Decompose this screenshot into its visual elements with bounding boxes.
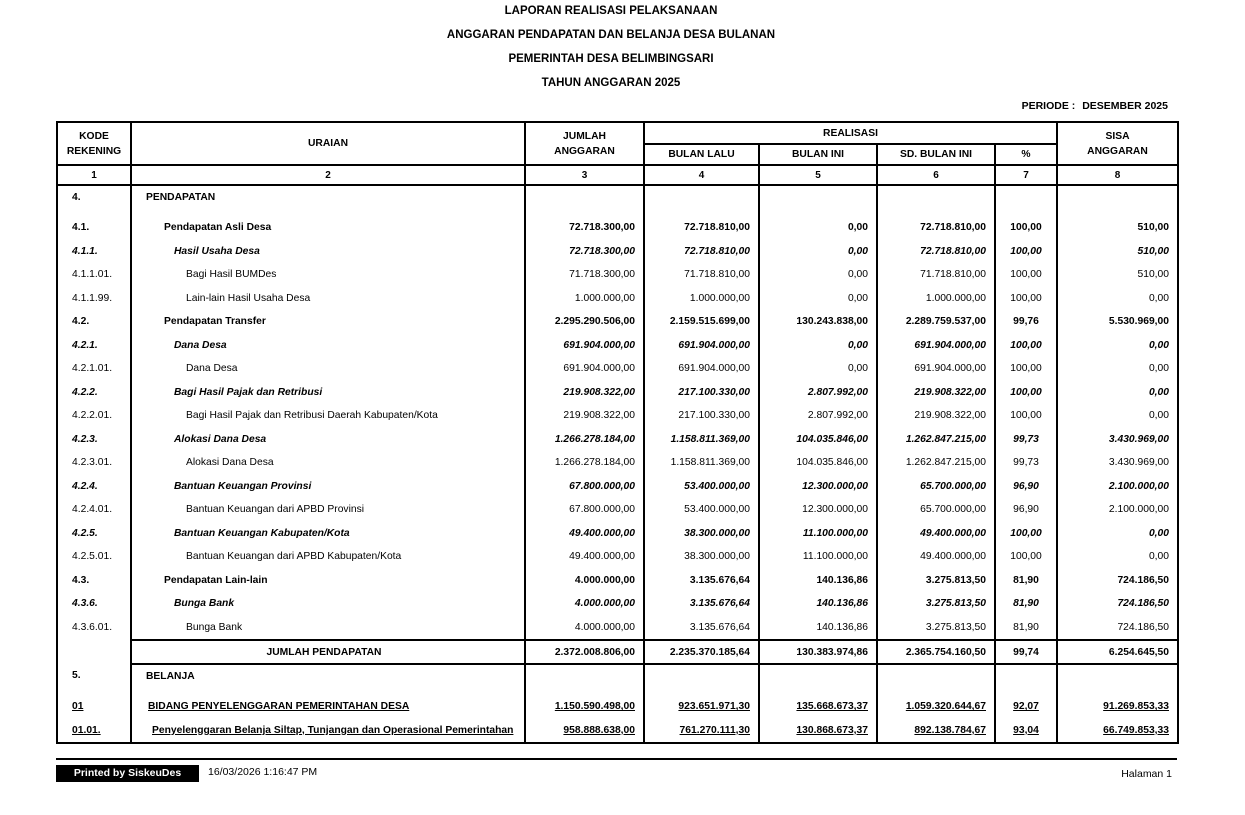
periode-label: PERIODE : — [1021, 100, 1076, 112]
row-persen — [995, 185, 1057, 216]
total-persen: 99,74 — [995, 640, 1057, 664]
row-jumlah-anggaran: 691.904.000,00 — [525, 334, 644, 358]
row-bulan-lalu: 72.718.810,00 — [644, 240, 759, 264]
row-uraian: Alokasi Dana Desa — [131, 451, 525, 475]
row-bulan-lalu: 2.159.515.699,00 — [644, 310, 759, 334]
header-sd-bulan-ini: SD. BULAN INI — [877, 144, 995, 165]
row-uraian: Bagi Hasil Pajak dan Retribusi Daerah Kabupaten/Kota — [131, 404, 525, 428]
table-row — [57, 263, 1178, 287]
row-uraian: Dana Desa — [131, 357, 525, 381]
row-sd-bulan-ini: 49.400.000,00 — [877, 545, 995, 569]
table-row — [57, 216, 1178, 240]
header-index: 1 — [57, 165, 131, 185]
printed-by-badge: Printed by SiskeuDes — [56, 765, 199, 782]
table-row — [57, 381, 1178, 405]
row-persen: 100,00 — [995, 522, 1057, 546]
row-jumlah-anggaran: 4.000.000,00 — [525, 569, 644, 593]
row-bulan-ini: 11.100.000,00 — [759, 545, 877, 569]
row-jumlah-anggaran: 1.150.590.498,00 — [525, 695, 644, 719]
table-row — [57, 592, 1178, 616]
row-persen — [995, 664, 1057, 695]
row-jumlah-anggaran: 219.908.322,00 — [525, 404, 644, 428]
row-persen: 92,07 — [995, 695, 1057, 719]
report-table — [56, 121, 1179, 744]
row-jumlah-anggaran: 958.888.638,00 — [525, 719, 644, 744]
row-sd-bulan-ini: 892.138.784,67 — [877, 719, 995, 744]
table-row — [57, 357, 1178, 381]
row-bulan-lalu: 3.135.676,64 — [644, 592, 759, 616]
row-kode: 4. — [57, 185, 131, 216]
row-bulan-lalu: 38.300.000,00 — [644, 522, 759, 546]
table-row — [57, 334, 1178, 358]
row-bulan-lalu: 1.158.811.369,00 — [644, 428, 759, 452]
row-sd-bulan-ini: 3.275.813,50 — [877, 616, 995, 641]
row-persen: 81,90 — [995, 616, 1057, 641]
row-sisa-anggaran — [1057, 185, 1178, 216]
row-persen: 81,90 — [995, 592, 1057, 616]
header-index: 3 — [525, 165, 644, 185]
row-kode: 4.3.6. — [57, 592, 131, 616]
row-jumlah-anggaran: 49.400.000,00 — [525, 522, 644, 546]
row-jumlah-anggaran — [525, 664, 644, 695]
periode-value: DESEMBER 2025 — [1082, 100, 1168, 112]
row-kode: 4.1.1.99. — [57, 287, 131, 311]
row-persen: 100,00 — [995, 216, 1057, 240]
row-bulan-ini: 140.136,86 — [759, 569, 877, 593]
row-persen: 99,76 — [995, 310, 1057, 334]
header-realisasi: REALISASI — [644, 122, 1057, 144]
row-sd-bulan-ini: 71.718.810,00 — [877, 263, 995, 287]
total-row — [57, 640, 1178, 664]
row-jumlah-anggaran: 67.800.000,00 — [525, 475, 644, 499]
row-bulan-ini: 12.300.000,00 — [759, 498, 877, 522]
row-kode: 4.2.3. — [57, 428, 131, 452]
row-sisa-anggaran: 0,00 — [1057, 287, 1178, 311]
row-uraian: PENDAPATAN — [131, 185, 525, 216]
row-bulan-lalu: 691.904.000,00 — [644, 357, 759, 381]
table-row — [57, 695, 1178, 719]
row-persen: 100,00 — [995, 404, 1057, 428]
row-uraian: Pendapatan Transfer — [131, 310, 525, 334]
header-index: 7 — [995, 165, 1057, 185]
table-row — [57, 498, 1178, 522]
row-jumlah-anggaran: 67.800.000,00 — [525, 498, 644, 522]
row-sd-bulan-ini: 1.059.320.644,67 — [877, 695, 995, 719]
row-uraian: BIDANG PENYELENGGARAN PEMERINTAHAN DESA — [131, 695, 525, 719]
report-title-3: PEMERINTAH DESA BELIMBINGSARI — [508, 53, 714, 65]
row-jumlah-anggaran: 691.904.000,00 — [525, 357, 644, 381]
row-bulan-ini: 130.243.838,00 — [759, 310, 877, 334]
row-bulan-lalu — [644, 185, 759, 216]
row-sd-bulan-ini: 219.908.322,00 — [877, 381, 995, 405]
total-kode — [57, 640, 131, 664]
row-bulan-ini: 135.668.673,37 — [759, 695, 877, 719]
report-title-1: LAPORAN REALISASI PELAKSANAAN — [504, 5, 718, 17]
row-jumlah-anggaran: 1.266.278.184,00 — [525, 428, 644, 452]
row-bulan-lalu: 761.270.111,30 — [644, 719, 759, 744]
row-uraian: Lain-lain Hasil Usaha Desa — [131, 287, 525, 311]
row-sisa-anggaran: 66.749.853,33 — [1057, 719, 1178, 744]
row-jumlah-anggaran: 71.718.300,00 — [525, 263, 644, 287]
header-index: 5 — [759, 165, 877, 185]
row-kode: 4.3.6.01. — [57, 616, 131, 641]
row-bulan-ini: 140.136,86 — [759, 616, 877, 641]
header-kode: KODE REKENING — [57, 122, 131, 165]
row-sd-bulan-ini — [877, 664, 995, 695]
row-uraian: Alokasi Dana Desa — [131, 428, 525, 452]
row-sd-bulan-ini: 691.904.000,00 — [877, 357, 995, 381]
total-bulan-lalu: 2.235.370.185,64 — [644, 640, 759, 664]
total-sd-bulan-ini: 2.365.754.160,50 — [877, 640, 995, 664]
header-bulan-ini: BULAN INI — [759, 144, 877, 165]
row-sisa-anggaran: 0,00 — [1057, 545, 1178, 569]
row-uraian: Pendapatan Asli Desa — [131, 216, 525, 240]
row-bulan-lalu: 53.400.000,00 — [644, 498, 759, 522]
row-kode: 4.2. — [57, 310, 131, 334]
row-bulan-lalu: 53.400.000,00 — [644, 475, 759, 499]
row-bulan-lalu: 71.718.810,00 — [644, 263, 759, 287]
row-sisa-anggaran: 0,00 — [1057, 357, 1178, 381]
row-persen: 81,90 — [995, 569, 1057, 593]
row-persen: 100,00 — [995, 381, 1057, 405]
row-jumlah-anggaran: 72.718.300,00 — [525, 240, 644, 264]
total-sisa: 6.254.645,50 — [1057, 640, 1178, 664]
row-uraian: Dana Desa — [131, 334, 525, 358]
row-sd-bulan-ini: 3.275.813,50 — [877, 592, 995, 616]
row-persen: 93,04 — [995, 719, 1057, 744]
row-kode: 4.2.1. — [57, 334, 131, 358]
row-persen: 96,90 — [995, 475, 1057, 499]
row-bulan-ini — [759, 185, 877, 216]
row-kode: 4.2.1.01. — [57, 357, 131, 381]
row-bulan-lalu: 3.135.676,64 — [644, 616, 759, 641]
header-persen: % — [995, 144, 1057, 165]
row-sisa-anggaran: 510,00 — [1057, 240, 1178, 264]
row-bulan-ini — [759, 664, 877, 695]
row-uraian: Bunga Bank — [131, 592, 525, 616]
row-bulan-lalu: 691.904.000,00 — [644, 334, 759, 358]
row-bulan-lalu: 217.100.330,00 — [644, 381, 759, 405]
row-sisa-anggaran: 0,00 — [1057, 381, 1178, 405]
row-persen: 99,73 — [995, 428, 1057, 452]
row-bulan-ini: 104.035.846,00 — [759, 451, 877, 475]
row-bulan-ini: 104.035.846,00 — [759, 428, 877, 452]
row-sisa-anggaran: 3.430.969,00 — [1057, 451, 1178, 475]
table-row — [57, 616, 1178, 641]
row-sisa-anggaran: 5.530.969,00 — [1057, 310, 1178, 334]
row-kode: 4.2.5. — [57, 522, 131, 546]
table-row — [57, 569, 1178, 593]
row-uraian: Penyelenggaran Belanja Siltap, Tunjangan dan Operasional Pemerintahan — [131, 719, 525, 744]
row-bulan-lalu: 1.158.811.369,00 — [644, 451, 759, 475]
report-title-2: ANGGARAN PENDAPATAN DAN BELANJA DESA BULANAN — [446, 29, 776, 41]
row-sisa-anggaran: 724.186,50 — [1057, 592, 1178, 616]
table-row — [57, 545, 1178, 569]
row-kode: 4.3. — [57, 569, 131, 593]
row-sisa-anggaran: 0,00 — [1057, 334, 1178, 358]
row-sd-bulan-ini: 72.718.810,00 — [877, 240, 995, 264]
row-uraian: Bagi Hasil Pajak dan Retribusi — [131, 381, 525, 405]
row-bulan-lalu: 217.100.330,00 — [644, 404, 759, 428]
row-persen: 99,73 — [995, 451, 1057, 475]
row-sisa-anggaran: 3.430.969,00 — [1057, 428, 1178, 452]
row-sd-bulan-ini: 1.262.847.215,00 — [877, 428, 995, 452]
row-bulan-ini: 130.868.673,37 — [759, 719, 877, 744]
table-row — [57, 475, 1178, 499]
row-sisa-anggaran — [1057, 664, 1178, 695]
report-title-4: TAHUN ANGGARAN 2025 — [541, 77, 681, 89]
total-label: JUMLAH PENDAPATAN — [131, 640, 525, 664]
row-kode: 01 — [57, 695, 131, 719]
header-index: 2 — [131, 165, 525, 185]
row-bulan-lalu: 38.300.000,00 — [644, 545, 759, 569]
row-kode: 4.2.5.01. — [57, 545, 131, 569]
row-bulan-ini: 0,00 — [759, 334, 877, 358]
table-row — [57, 240, 1178, 264]
header-sisa-anggaran: SISA ANGGARAN — [1057, 122, 1178, 165]
row-jumlah-anggaran: 49.400.000,00 — [525, 545, 644, 569]
table-row — [57, 428, 1178, 452]
row-sisa-anggaran: 2.100.000,00 — [1057, 475, 1178, 499]
table-row — [57, 287, 1178, 311]
row-sisa-anggaran: 724.186,50 — [1057, 616, 1178, 641]
row-bulan-lalu: 3.135.676,64 — [644, 569, 759, 593]
table-row — [57, 522, 1178, 546]
row-jumlah-anggaran: 4.000.000,00 — [525, 616, 644, 641]
row-sd-bulan-ini: 65.700.000,00 — [877, 475, 995, 499]
row-sd-bulan-ini — [877, 185, 995, 216]
page-number: Halaman 1 — [1121, 768, 1172, 780]
row-jumlah-anggaran: 219.908.322,00 — [525, 381, 644, 405]
row-persen: 100,00 — [995, 545, 1057, 569]
row-jumlah-anggaran: 72.718.300,00 — [525, 216, 644, 240]
table-row — [57, 451, 1178, 475]
row-sisa-anggaran: 0,00 — [1057, 522, 1178, 546]
row-bulan-ini: 140.136,86 — [759, 592, 877, 616]
row-kode: 4.2.2.01. — [57, 404, 131, 428]
row-bulan-ini: 0,00 — [759, 287, 877, 311]
row-kode: 4.2.4. — [57, 475, 131, 499]
periode — [1018, 100, 1168, 112]
row-bulan-lalu — [644, 664, 759, 695]
row-persen: 100,00 — [995, 287, 1057, 311]
row-bulan-lalu: 72.718.810,00 — [644, 216, 759, 240]
row-uraian: Bantuan Keuangan dari APBD Kabupaten/Kota — [131, 545, 525, 569]
row-kode: 4.1.1.01. — [57, 263, 131, 287]
row-sd-bulan-ini: 72.718.810,00 — [877, 216, 995, 240]
footer-divider — [56, 758, 1177, 760]
row-uraian: Bantuan Keuangan Provinsi — [131, 475, 525, 499]
row-uraian: Bantuan Keuangan Kabupaten/Kota — [131, 522, 525, 546]
row-bulan-lalu: 923.651.971,30 — [644, 695, 759, 719]
total-bulan-ini: 130.383.974,86 — [759, 640, 877, 664]
row-uraian: Bantuan Keuangan dari APBD Provinsi — [131, 498, 525, 522]
row-sisa-anggaran: 510,00 — [1057, 216, 1178, 240]
header-jumlah-anggaran: JUMLAH ANGGARAN — [525, 122, 644, 165]
row-sd-bulan-ini: 219.908.322,00 — [877, 404, 995, 428]
row-sd-bulan-ini: 1.000.000,00 — [877, 287, 995, 311]
row-bulan-ini: 2.807.992,00 — [759, 404, 877, 428]
table-row — [57, 185, 1178, 216]
header-uraian: URAIAN — [131, 122, 525, 165]
row-persen: 100,00 — [995, 357, 1057, 381]
row-bulan-ini: 2.807.992,00 — [759, 381, 877, 405]
row-bulan-ini: 0,00 — [759, 216, 877, 240]
row-kode: 4.1. — [57, 216, 131, 240]
header-bulan-lalu: BULAN LALU — [644, 144, 759, 165]
row-kode: 4.2.3.01. — [57, 451, 131, 475]
row-bulan-ini: 0,00 — [759, 263, 877, 287]
row-sd-bulan-ini: 65.700.000,00 — [877, 498, 995, 522]
row-sd-bulan-ini: 49.400.000,00 — [877, 522, 995, 546]
row-bulan-ini: 12.300.000,00 — [759, 475, 877, 499]
row-bulan-lalu: 1.000.000,00 — [644, 287, 759, 311]
row-jumlah-anggaran: 2.295.290.506,00 — [525, 310, 644, 334]
row-sisa-anggaran: 0,00 — [1057, 404, 1178, 428]
row-uraian: Hasil Usaha Desa — [131, 240, 525, 264]
row-persen: 100,00 — [995, 240, 1057, 264]
row-bulan-ini: 0,00 — [759, 357, 877, 381]
row-jumlah-anggaran — [525, 185, 644, 216]
row-jumlah-anggaran: 1.000.000,00 — [525, 287, 644, 311]
row-bulan-ini: 0,00 — [759, 240, 877, 264]
row-uraian: Bagi Hasil BUMDes — [131, 263, 525, 287]
row-sd-bulan-ini: 2.289.759.537,00 — [877, 310, 995, 334]
header-index: 6 — [877, 165, 995, 185]
row-sisa-anggaran: 724.186,50 — [1057, 569, 1178, 593]
row-sd-bulan-ini: 1.262.847.215,00 — [877, 451, 995, 475]
row-sd-bulan-ini: 3.275.813,50 — [877, 569, 995, 593]
row-jumlah-anggaran: 4.000.000,00 — [525, 592, 644, 616]
row-jumlah-anggaran: 1.266.278.184,00 — [525, 451, 644, 475]
row-sd-bulan-ini: 691.904.000,00 — [877, 334, 995, 358]
table-row — [57, 719, 1178, 744]
row-persen: 100,00 — [995, 334, 1057, 358]
print-date: 16/03/2026 1:16:47 PM — [208, 766, 318, 778]
row-sisa-anggaran: 91.269.853,33 — [1057, 695, 1178, 719]
row-uraian: BELANJA — [131, 664, 525, 695]
row-sisa-anggaran: 2.100.000,00 — [1057, 498, 1178, 522]
row-kode: 5. — [57, 664, 131, 695]
total-jumlah: 2.372.008.806,00 — [525, 640, 644, 664]
row-kode: 4.2.4.01. — [57, 498, 131, 522]
row-kode: 4.1.1. — [57, 240, 131, 264]
row-persen: 96,90 — [995, 498, 1057, 522]
table-row — [57, 664, 1178, 695]
row-kode: 01.01. — [57, 719, 131, 744]
row-uraian: Bunga Bank — [131, 616, 525, 641]
row-uraian: Pendapatan Lain-lain — [131, 569, 525, 593]
header-index: 4 — [644, 165, 759, 185]
table-row — [57, 310, 1178, 334]
row-kode: 4.2.2. — [57, 381, 131, 405]
row-sisa-anggaran: 510,00 — [1057, 263, 1178, 287]
table-row — [57, 404, 1178, 428]
header-index: 8 — [1057, 165, 1178, 185]
row-bulan-ini: 11.100.000,00 — [759, 522, 877, 546]
row-persen: 100,00 — [995, 263, 1057, 287]
